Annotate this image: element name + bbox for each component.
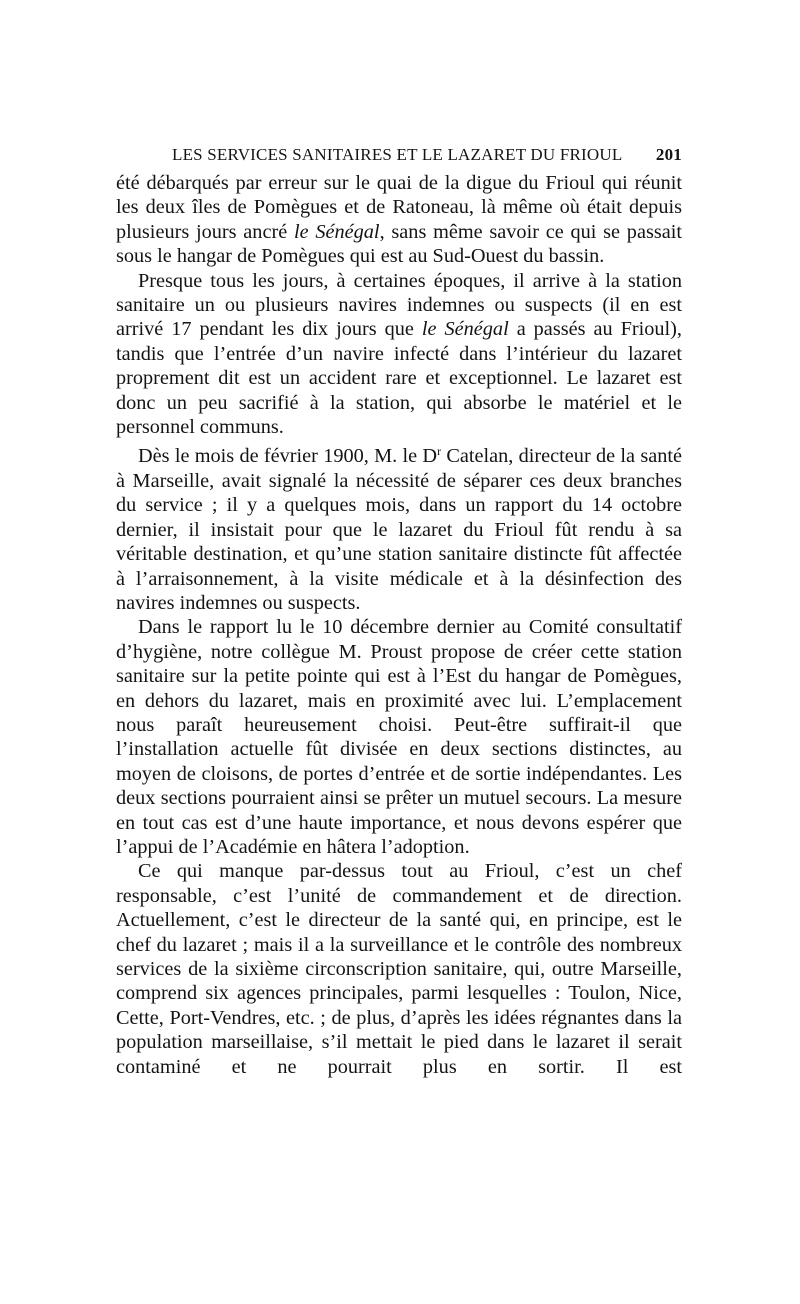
- ship-name: le Sénégal: [293, 220, 380, 243]
- text-segment: Presque tous les jours, à certaines époques, il arrive à la station sanitaire un ou plusieurs navires indemnes ou suspects (il en est arrivé 17 pendant les dix jours que: [116, 269, 682, 341]
- text-segment: été débarqués par erreur sur le quai de la digue du Frioul qui réunit les deux îles de Pomègues et de Ratoneau, là même où était depuis plusieurs jours ancré: [116, 172, 682, 243]
- text-segment: Dans le rapport lu le 10 décembre dernier au Comité consultatif d’hygiène, notre collègue M. Proust propose de créer cette station sanitaire sur la petite pointe qui est à l’Est du hangar de Pomègues, en dehors du lazaret, mais en proximité avec lui. L’emplacement nous paraît heureusement choisi. Peut-être suffirait-il que l’installation actuelle fût divisée en deux sections distinctes, au moyen de cloisons, de portes d’entrée et de sortie indépendantes. Les deux sections pourraient ainsi se prêter un mutuel secours. La mesure en tout cas est d’une haute importance, et nous devons espérer que l’appui de l’Académie en hâtera l’adoption.: [116, 616, 682, 858]
- text-segment: Catelan, directeur de la santé à Marseille, avait signalé la nécessité de séparer ces deux branches du service ; il y a quelques mois, dans un rapport du 14 octobre dernier, il insistait pour que le lazaret du Frioul fût rendu à sa véritable destination, et qu’une station sanitaire distincte fût affectée à l’arraisonnement, à la visite médicale et à la désinfection des navires indemnes ou suspects.: [116, 445, 682, 614]
- text-segment: , sans même savoir ce qui se passait sous le hangar de Pomègues qui est au Sud-Ouest du bassin.: [116, 220, 683, 268]
- body-text: [116, 171, 682, 1079]
- paragraph: [116, 859, 682, 1079]
- superscript: r: [437, 444, 442, 459]
- running-title: LES SERVICES SANITAIRES ET LE LAZARET DU FRIOUL: [172, 145, 623, 164]
- paragraph: [116, 269, 682, 440]
- ship-name: le Sénégal: [421, 318, 509, 341]
- page-number: 201: [655, 145, 682, 164]
- text-segment: Dès le mois de février 1900, M. le D: [138, 445, 438, 468]
- text-segment: a passés au Frioul), tandis que l’entrée d’un navire infecté dans l’intérieur du lazaret proprement dit est un accident rare et exceptionnel. Le lazaret est donc un peu sacrifié à la station, qui absorbe le matériel et le personnel communs.: [116, 318, 682, 439]
- page-header: [116, 145, 682, 169]
- paragraph: [116, 439, 682, 615]
- paragraph: [116, 171, 682, 269]
- text-segment: Ce qui manque par-dessus tout au Frioul, c’est un chef responsable, c’est l’unité de commandement et de direction. Actuellement, c’est le directeur de la santé qui, en principe, est le chef du lazaret ; mais il a la surveillance et le contrôle des nombreux services de la sixième circonscription sanitaire, qui, outre Marseille, comprend six agences principales, parmi lesquelles : Toulon, Nice, Cette, Port-Vendres, etc. ; de plus, d’après les idées régnantes dans la population marseillaise, s’il mettait le pied dans le lazaret il serait contaminé et ne pourrait plus en sortir. Il est: [116, 860, 682, 1078]
- paragraph: [116, 615, 682, 859]
